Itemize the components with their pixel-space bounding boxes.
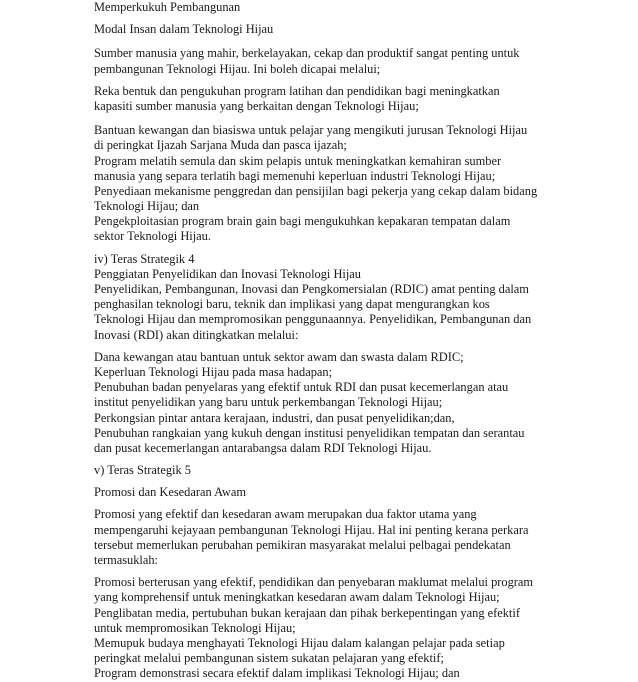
text-line: pembangunan Teknologi Hijau. Ini boleh dicapai melalui; xyxy=(94,61,381,76)
text-line: Dana kewangan atau bantuan untuk sektor awam dan swasta dalam RDIC; xyxy=(94,349,464,364)
text-line: institut penyelidikan yang baru untuk perkembangan Teknologi Hijau; xyxy=(94,395,443,410)
text-line: Perkongsian pintar antara kerajaan, industri, dan pusat penyelidikan;dan, xyxy=(94,410,455,425)
text-line: Sumber manusia yang mahir, berkelayakan, cekap dan produktif sangat penting untuk xyxy=(94,46,520,61)
text-line: Bantuan kewangan dan biasiswa untuk pelajar yang mengikuti jurusan Teknologi Hijau xyxy=(94,123,528,138)
section-subheading: Promosi dan Kesedaran Awam xyxy=(94,485,246,500)
text-line: Penyediaan mekanisme penggredan dan pensijilan bagi pekerja yang cekap dalam bidang xyxy=(94,183,538,198)
text-line: peringkat melalui pembangunan sistem sukatan pelajaran yang efektif; xyxy=(94,651,444,666)
text-line: Inovasi (RDI) akan ditingkatkan melalui: xyxy=(94,327,299,342)
text-line: Penglibatan media, pertubuhan bukan kerajaan dan pihak berkepentingan yang efektif xyxy=(94,605,520,620)
text-line: manusia yang separa terlatih bagi memenuhi keperluan industri Teknologi Hijau; xyxy=(94,168,496,183)
text-line: sektor Teknologi Hijau. xyxy=(94,229,211,244)
text-line: Penubuhan rangkaian yang kukuh dengan institusi penyelidikan tempatan dan serantau xyxy=(94,425,525,440)
text-line: Memperkukuh Pembangunan xyxy=(94,0,241,14)
section-heading: v) Teras Strategik 5 xyxy=(94,463,191,478)
text-line: Promosi berterusan yang efektif, pendidikan dan penyebaran maklumat melalui program xyxy=(94,575,534,590)
text-line: Promosi yang efektif dan kesedaran awam merupakan dua faktor utama yang xyxy=(94,507,477,522)
text-line: Penubuhan badan penyelaras yang efektif untuk RDI dan pusat kecemerlangan atau xyxy=(94,380,509,395)
text-line: yang komprehensif untuk meningkatkan kesedaran awam dalam Teknologi Hijau; xyxy=(94,590,500,605)
text-line: Program demonstrasi secara efektif dalam implikasi Teknologi Hijau; dan xyxy=(94,666,460,681)
text-line: Teknologi Hijau dan mempromosikan penggunaannya. Penyelidikan, Pembangunan dan xyxy=(94,312,532,327)
section-subheading: Penggiatan Penyelidikan dan Inovasi Teknologi Hijau xyxy=(94,266,361,281)
text-line: Penyelidikan, Pembangunan, Inovasi dan Pengkomersialan (RDIC) amat penting dalam xyxy=(94,282,529,296)
text-line: Program melatih semula dan skim pelapis untuk meningkatkan kemahiran sumber xyxy=(94,153,502,168)
text-line: Teknologi Hijau; dan xyxy=(94,199,200,214)
text-line: tersebut memerlukan perubahan pemikiran masyarakat melalui pelbagai pendekatan xyxy=(94,537,511,552)
text-line: mempengaruhi kejayaan pembangunan Teknologi Hijau. Hal ini penting kerana perkara xyxy=(94,522,529,537)
text-line: kapasiti sumber manusia yang berkaitan dengan Teknologi Hijau; xyxy=(94,98,419,113)
text-line: untuk mempromosikan Teknologi Hijau; xyxy=(94,620,296,635)
text-line: termasuklah: xyxy=(94,553,158,567)
document-page xyxy=(94,0,544,682)
text-line: Reka bentuk dan pengukuhan program latihan dan pendidikan bagi meningkatkan xyxy=(94,83,500,98)
text-line: Memupuk budaya menghayati Teknologi Hijau dalam kalangan pelajar pada setiap xyxy=(94,635,505,650)
text-line: dan pusat kecemerlangan antarabangsa dalam RDI Teknologi Hijau. xyxy=(94,440,432,455)
text-line: Keperluan Teknologi Hijau pada masa hadapan; xyxy=(94,364,333,379)
text-line: Pengekploitasian program brain gain bagi mengukuhkan kepakaran tempatan dalam xyxy=(94,214,511,229)
text-line: di peringkat Ijazah Sarjana Muda dan pasca ijazah; xyxy=(94,138,347,153)
text-line: penghasilan teknologi baru, teknik dan implikasi yang dapat mengurangkan kos xyxy=(94,297,490,312)
section-heading: Modal Insan dalam Teknologi Hijau xyxy=(94,22,274,37)
section-heading: iv) Teras Strategik 4 xyxy=(94,251,195,266)
